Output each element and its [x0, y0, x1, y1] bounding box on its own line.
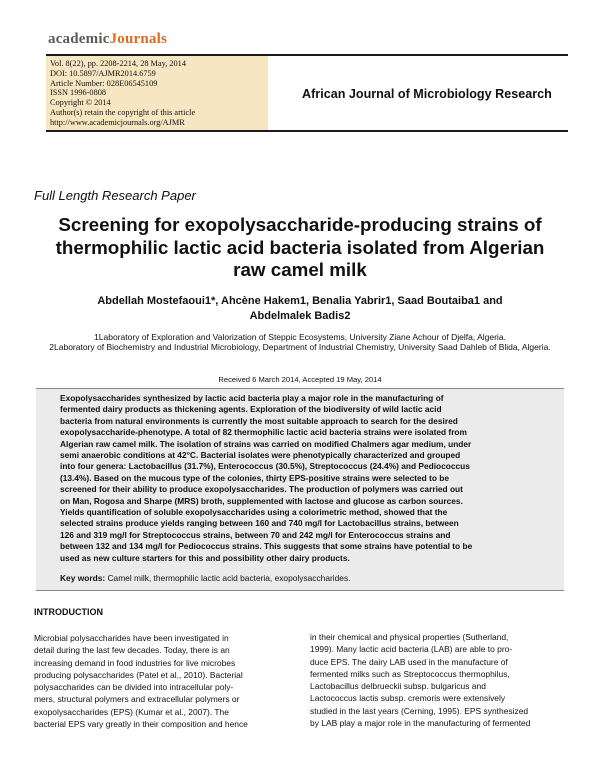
- article-type: Full Length Research Paper: [34, 188, 196, 203]
- text-line: 1999). Many lactic acid bacteria (LAB) are able to pro-: [310, 644, 513, 655]
- article-meta-box: [46, 56, 268, 130]
- text-line: studied in the last years (Cerning, 1995). EPS synthesized: [310, 705, 529, 716]
- text-line: mers, structural polymers and extracellular polymers or: [34, 694, 240, 705]
- intro-column-left: [34, 632, 290, 730]
- publisher-logo: [48, 31, 167, 48]
- text-line: Lactobacillus delbrueckii subsp. bulgaricus and: [310, 681, 486, 692]
- abstract-line: Yields quantification of soluble exopolysaccharides using a colorimetric method, showed that the: [60, 507, 448, 518]
- abstract-line: exopolysaccharide-phenotype. A total of 82 thermophilic lactic acid bacteria strains were isolated from: [60, 427, 467, 438]
- text-line: Lactococcus lactis subsp. cremoris were extensively: [310, 693, 506, 704]
- meta-line: Copyright © 2014: [50, 98, 111, 108]
- keywords-label: Key words:: [60, 573, 106, 583]
- text-line: polysaccharides can be divided into intracellular poly-: [34, 682, 234, 693]
- journal-name: African Journal of Microbiology Research: [302, 87, 552, 101]
- abstract-line: selected strains produce yields ranging between 160 and 740 mg/l for Lactobacillus strains, between: [60, 518, 459, 529]
- text-line: producing polysaccharides (Patel et al., 2010). Bacterial: [34, 669, 243, 680]
- abstract: [60, 393, 548, 564]
- meta-line: Vol. 8(22), pp. 2208-2214, 28 May, 2014: [50, 59, 186, 68]
- meta-line: Author(s) retain the copyright of this article: [50, 107, 196, 117]
- text-line: increasing demand in food industries for live microbes: [34, 657, 236, 668]
- affiliations: [26, 332, 574, 353]
- text-line: detail during the last few decades. Today, there is an: [34, 645, 230, 656]
- abstract-line: Algerian raw camel milk. The isolation of strains was carried on modified Chalmers agar medium, under: [60, 438, 472, 449]
- meta-line: Article Number: 028E06545109: [50, 78, 158, 88]
- text-line: duce EPS. The dairy LAB used in the manufacture of: [310, 656, 508, 667]
- received-dates: Received 6 March 2014, Accepted 19 May, 2014: [218, 375, 382, 384]
- authors-line: Abdelmalek Badis2: [249, 310, 351, 322]
- abstract-line: into four genera: Lactobacillus (31.7%), Enterococcus (30.5%), Streptococcus (24.4%) and Pediococcus: [60, 461, 470, 472]
- text-line: fermented milks such as Streptococcus thermophilus,: [310, 668, 510, 679]
- text-line: by LAB play a major role in the manufacturing of fermented: [310, 718, 531, 729]
- authors-line: Abdellah Mostefaoui1*, Ahcène Hakem1, Benalia Yabrir1, Saad Boutaiba1 and: [97, 295, 503, 307]
- abstract-line: semi anaerobic conditions at 42°C. Bacterial isolates were phenotypically characterized and grouped: [60, 450, 461, 461]
- journal-header: [46, 54, 568, 132]
- meta-line: http://www.academicjournals.org/AJMR: [50, 117, 185, 127]
- keywords-text: Camel milk, thermophilic lactic acid bacteria, exopolysaccharides.: [105, 573, 351, 583]
- text-line: exopolysaccharides (EPS) (Kumar et al., 2007). The: [34, 706, 229, 717]
- text-line: in their chemical and physical properties (Sutherland,: [310, 632, 509, 642]
- abstract-box: [36, 388, 564, 591]
- intro-column-right: [310, 631, 566, 729]
- paper-title: Screening for exopolysaccharide-producing strains of thermophilic lactic acid bacteria isolated from Algerian raw camel milk: [55, 214, 545, 280]
- meta-line: ISSN 1996-0808: [50, 88, 107, 98]
- abstract-line: Exopolysaccharides synthesized by lactic acid bacteria play a major role in the manufacturing of: [60, 393, 444, 403]
- abstract-line: used as new culture starters for this and possibility other dairy products.: [60, 552, 350, 563]
- logo-text-1: academic: [48, 31, 110, 47]
- abstract-line: fermented dairy products as thickening agents. Exploration of the biodiversity of wild lactic acid: [60, 404, 442, 415]
- abstract-line: bacteria from natural environments is currently the most suitable approach to search for the desired: [60, 415, 458, 426]
- keywords: [60, 573, 548, 583]
- text-line: bacterial EPS vary greatly in their composition and hence: [34, 719, 248, 730]
- affiliation: 2Laboratory of Biochemistry and Industrial Microbiology, Department of Industrial Chemistry, University Saad Dahleb of Blida, Algeria.: [49, 342, 551, 353]
- abstract-line: 126 and 319 mg/l for Streptococcus strains, between 70 and 242 mg/l for Enterococcus strains and: [60, 529, 451, 540]
- logo-text-2: Journals: [109, 31, 168, 47]
- meta-line: DOI: 10.5897/AJMR2014.6759: [50, 68, 156, 78]
- abstract-line: on Man, Rogosa and Sharpe (MRS) broth, supplemented with lactose and glucose as carbon sources.: [60, 495, 463, 506]
- abstract-line: screened for their ability to produce exopolysaccharides. The production of polymers was carried out: [60, 484, 463, 495]
- text-line: Microbial polysaccharides have been investigated in: [34, 633, 229, 643]
- section-heading-introduction: INTRODUCTION: [34, 607, 103, 617]
- affiliation: 1Laboratory of Exploration and Valorization of Steppic Ecosystems, University Ziane Achour of Djelfa, Algeria.: [94, 332, 506, 342]
- abstract-line: between 132 and 134 mg/l for Pediococcus strains. This suggests that some strains have potential to be: [60, 541, 473, 552]
- authors: [40, 294, 560, 324]
- abstract-line: (13.4%). Based on the mucous type of the colonies, thirty EPS-positive strains were selected to be: [60, 472, 450, 483]
